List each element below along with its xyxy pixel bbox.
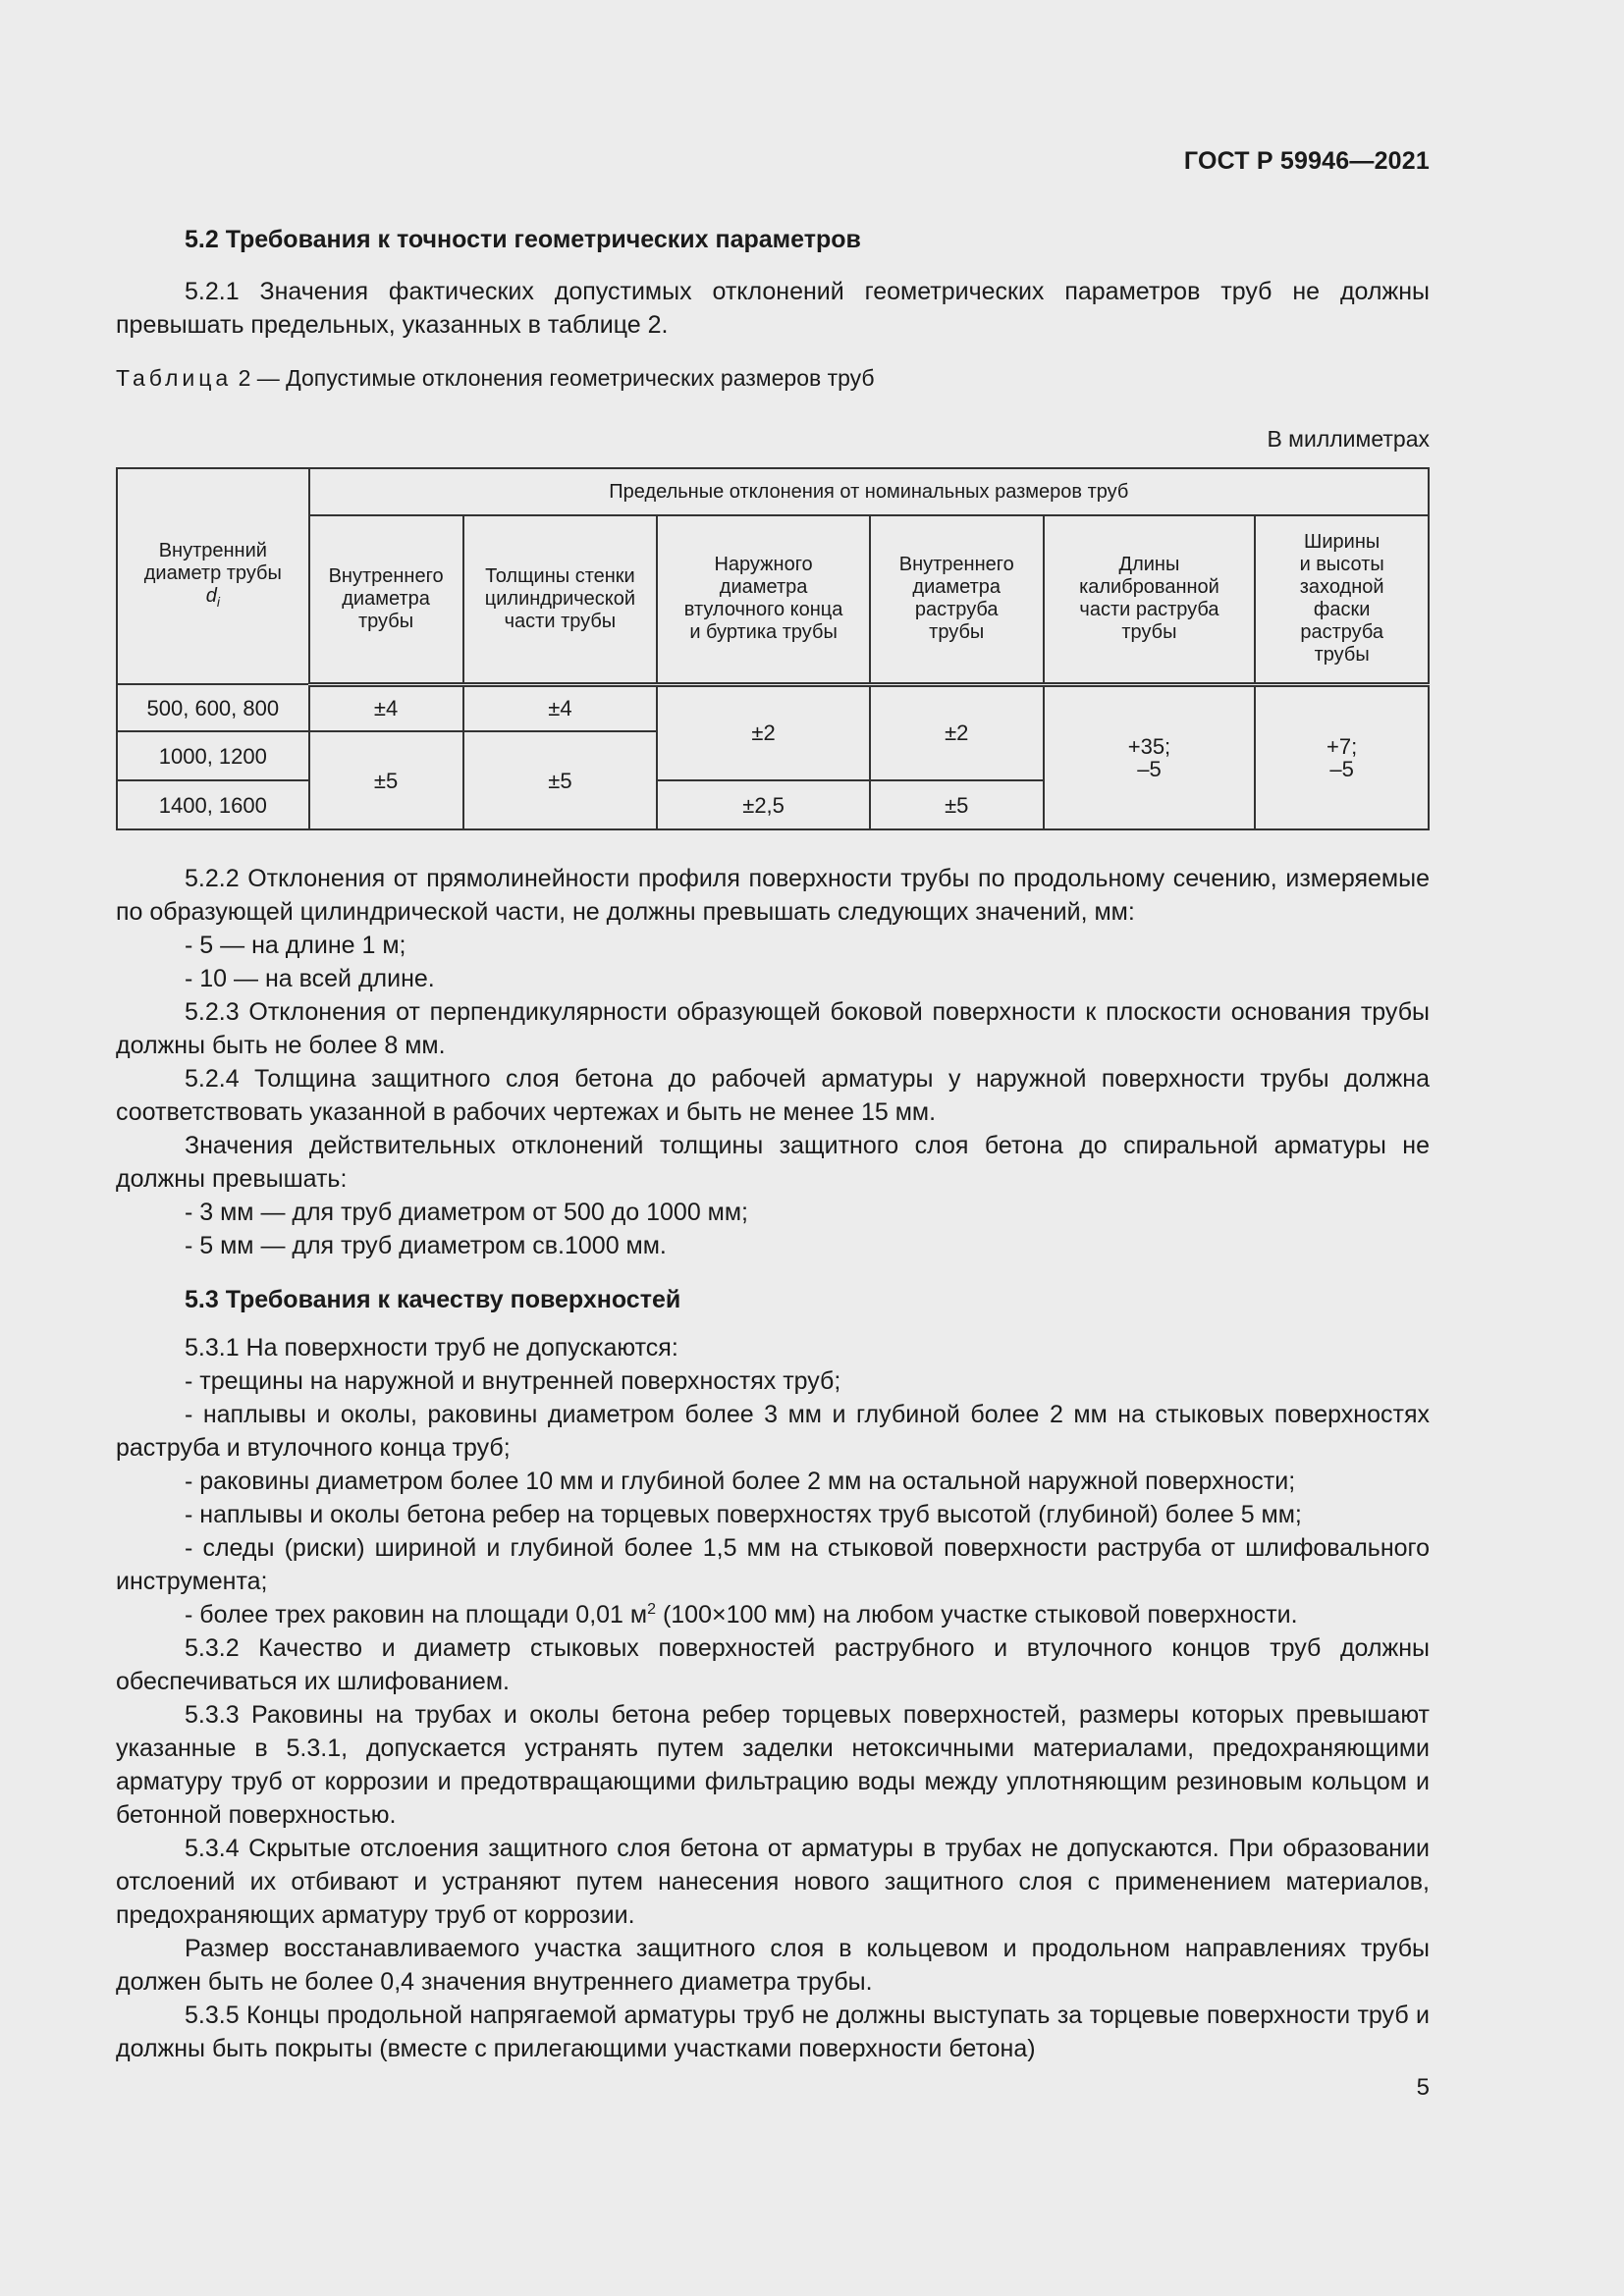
header-group-deviations: Предельные отклонения от номинальных размеров труб bbox=[309, 468, 1429, 515]
paragraph-5-3-4: 5.3.4 Скрытые отслоения защитного слоя бетона от арматуры в трубах не допускаются. При образовании отслоений их отбивают и устраняют путем нанесения нового защитного слоя с применением материалов, предохраняющих арматуру труб от коррозии. bbox=[116, 1835, 1430, 1929]
list-item: - наплывы и околы бетона ребер на торцевых поверхностях труб высотой (глубиной) более 5 мм; bbox=[185, 1501, 1302, 1528]
paragraph-5-3-5: 5.3.5 Концы продольной напрягаемой арматуры труб не должны выступать за торцевые поверхности труб и должны быть покрыты (вместе с прилегающими участками поверхности бетона) bbox=[116, 2002, 1430, 2062]
paragraph-5-2-4: 5.2.4 Толщина защитного слоя бетона до рабочей арматуры у наружной поверхности трубы должна соответствовать указанной в рабочих чертежах и быть не менее 15 мм. bbox=[116, 1065, 1430, 1126]
body-text-block-1 bbox=[116, 862, 1430, 1262]
paragraph-5-3-1: 5.3.1 На поверхности труб не допускаются: bbox=[185, 1334, 678, 1362]
header-inner-diameter-dev: Внутреннего диаметра трубы bbox=[309, 515, 463, 684]
table-row bbox=[117, 684, 1429, 731]
table-header-row-1 bbox=[117, 468, 1429, 515]
cell-wall-dev: ±4 bbox=[463, 684, 658, 731]
cell-diameter: 1400, 1600 bbox=[117, 780, 309, 829]
deviation-table bbox=[116, 467, 1430, 830]
paragraph-5-3-3: 5.3.3 Раковины на трубах и околы бетона ребер торцевых поверхностей, размеры которых превышают указанные в 5.3.1, допускается устранять путем заделки нетоксичными материалами, предохраняющими арматуру труб от коррозии и предотвращающими фильтрацию воды между уплотняющим резиновым кольцом и бетонной поверхностью. bbox=[116, 1701, 1430, 1829]
cell-socket-dev: ±2 bbox=[870, 684, 1044, 780]
list-item: - 5 мм — для труб диаметром св.1000 мм. bbox=[185, 1232, 667, 1259]
table-caption-label: Таблица bbox=[116, 365, 233, 391]
paragraph-5-2-2: 5.2.2 Отклонения от прямолинейности профиля поверхности трубы по продольному сечению, измеряемые по образующей цилиндрической части, не должны превышать следующих значений, мм: bbox=[116, 865, 1430, 926]
cell-inner-dev: ±4 bbox=[309, 684, 463, 731]
paragraph-5-3-2: 5.3.2 Качество и диаметр стыковых поверхностей раструбного и втулочного концов труб должны обеспечиваться их шлифованием. bbox=[116, 1634, 1430, 1695]
body-text-block-2 bbox=[116, 1331, 1430, 2065]
list-item: - трещины на наружной и внутренней поверхностях труб; bbox=[185, 1367, 841, 1395]
header-socket-diameter: Внутреннего диаметра раструба трубы bbox=[870, 515, 1044, 684]
list-item: - более трех раковин на площади 0,01 $м^2$ (100×100 мм) на любом участке стыковой поверхности. bbox=[185, 1601, 1298, 1629]
cell-socket-dev: ±5 bbox=[870, 780, 1044, 829]
cell-calibrated-dev: +35; –5 bbox=[1044, 684, 1256, 829]
header-calibrated-length: Длины калиброванной части раструба трубы bbox=[1044, 515, 1256, 684]
header-inner-diameter: Внутренний диаметр трубы $d_i$ bbox=[117, 468, 309, 684]
header-wall-thickness: Толщины стенки цилиндрической части трубы bbox=[463, 515, 658, 684]
list-item: - 10 — на всей длине. bbox=[185, 965, 435, 992]
paragraph-values: Значения действительных отклонений толщины защитного слоя бетона до спиральной арматуры не должны превышать: bbox=[116, 1132, 1430, 1193]
cell-wall-dev: ±5 bbox=[463, 731, 658, 829]
section-5-2-title: 5.2 Требования к точности геометрических параметров bbox=[185, 226, 861, 253]
table-caption bbox=[116, 365, 875, 392]
cell-diameter: 1000, 1200 bbox=[117, 731, 309, 780]
page-number: 5 bbox=[1416, 2074, 1430, 2101]
table-caption-text: 2 — Допустимые отклонения геометрических размеров труб bbox=[232, 365, 875, 391]
list-item: - следы (риски) шириной и глубиной более 1,5 мм на стыковой поверхности раструба от шлифовального инструмента; bbox=[116, 1534, 1430, 1595]
document-code-header: ГОСТ Р 59946—2021 bbox=[1183, 147, 1430, 175]
paragraph-5-2-1: 5.2.1 Значения фактических допустимых отклонений геометрических параметров труб не должны превышать предельных, указанных в таблице 2. bbox=[116, 278, 1430, 339]
cell-inner-dev: ±5 bbox=[309, 731, 463, 829]
table-header-row-2 bbox=[117, 515, 1429, 684]
cell-chamfer-dev: +7; –5 bbox=[1255, 684, 1429, 829]
list-item: - 3 мм — для труб диаметром от 500 до 1000 мм; bbox=[185, 1199, 748, 1226]
cell-diameter: 500, 600, 800 bbox=[117, 684, 309, 731]
list-item: - наплывы и околы, раковины диаметром более 3 мм и глубиной более 2 мм на стыковых поверхностях раструба и втулочного конца труб; bbox=[116, 1401, 1430, 1462]
table-units: В миллиметрах bbox=[1267, 426, 1430, 452]
header-chamfer: Ширины и высоты заходной фаски раструба трубы bbox=[1255, 515, 1429, 684]
list-item: - раковины диаметром более 10 мм и глубиной более 2 мм на остальной наружной поверхности; bbox=[185, 1468, 1296, 1495]
cell-outer-dev: ±2 bbox=[657, 684, 870, 780]
section-5-3-title: 5.3 Требования к качеству поверхностей bbox=[185, 1286, 681, 1313]
paragraph-size: Размер восстанавливаемого участка защитного слоя в кольцевом и продольном направлениях трубы должен быть не более 0,4 значения внутреннего диаметра трубы. bbox=[116, 1935, 1430, 1996]
list-item: - 5 — на длине 1 м; bbox=[185, 932, 406, 959]
paragraph-5-2-1-block bbox=[116, 275, 1430, 342]
cell-outer-dev: ±2,5 bbox=[657, 780, 870, 829]
header-outer-diameter: Наружного диаметра втулочного конца и буртика трубы bbox=[657, 515, 870, 684]
paragraph-5-2-3: 5.2.3 Отклонения от перпендикулярности образующей боковой поверхности к плоскости основания трубы должны быть не более 8 мм. bbox=[116, 998, 1430, 1059]
